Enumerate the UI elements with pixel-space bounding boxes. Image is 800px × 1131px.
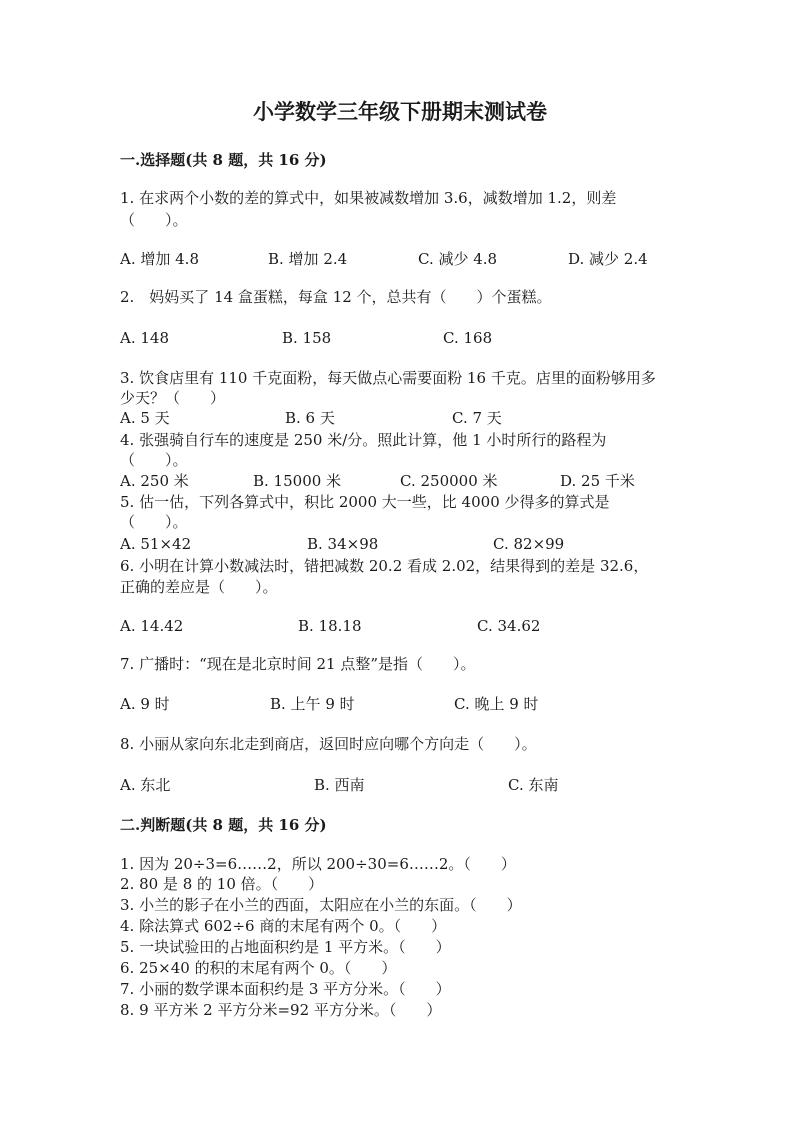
section-heading-judge: 二.判断题(共 8 题，共 16 分): [120, 816, 327, 834]
question-5-option-b: B. 34×98: [307, 535, 379, 553]
judge-item-4: 4. 除法算式 602÷6 商的末尾有两个 0。（ ）: [120, 917, 447, 935]
question-1-line-1: 1. 在求两个小数的差的算式中，如果被减数增加 3.6，减数增加 1.2，则差: [120, 189, 617, 207]
question-5-option-c: C. 82×99: [493, 535, 565, 553]
question-3-option-c: C. 7 天: [452, 409, 502, 427]
question-2-option-c: C. 168: [443, 329, 493, 347]
question-5-line-2: （ ）。: [120, 513, 188, 531]
question-4-option-d: D. 25 千米: [560, 472, 635, 490]
question-2-line-1: 2. 妈妈买了 14 盒蛋糕，每盒 12 个，总共有（ ）个蛋糕。: [120, 288, 552, 306]
judge-item-5: 5. 一块试验田的占地面积约是 1 平方米。（ ）: [120, 938, 451, 956]
question-1-option-a: A. 增加 4.8: [120, 250, 199, 268]
question-4-option-b: B. 15000 米: [253, 472, 342, 490]
question-8-option-c: C. 东南: [508, 776, 559, 794]
question-3-option-a: A. 5 天: [120, 409, 170, 427]
judge-item-2: 2. 80 是 8 的 10 倍。（ ）: [120, 875, 324, 893]
question-7-option-c: C. 晚上 9 时: [454, 695, 539, 713]
question-8-option-a: A. 东北: [120, 776, 171, 794]
question-1-option-b: B. 增加 2.4: [268, 250, 348, 268]
question-6-line-1: 6. 小明在计算小数减法时，错把减数 20.2 看成 2.02，结果得到的差是 32.6，: [120, 557, 649, 575]
judge-item-6: 6. 25×40 的积的末尾有两个 0。（ ）: [120, 959, 397, 977]
question-6-option-b: B. 18.18: [298, 617, 362, 635]
question-7-line-1: 7. 广播时：“现在是北京时间 21 点整”是指（ ）。: [120, 655, 476, 673]
question-1-line-2: （ ）。: [120, 211, 188, 229]
question-3-line-1: 3. 饮食店里有 110 千克面粉，每天做点心需要面粉 16 千克。店里的面粉够用多: [120, 369, 656, 387]
question-4-option-a: A. 250 米: [120, 472, 189, 490]
page-title: 小学数学三年级下册期末测试卷: [253, 99, 547, 124]
question-1-option-d: D. 减少 2.4: [568, 250, 648, 268]
question-6-option-c: C. 34.62: [477, 617, 541, 635]
question-5-line-1: 5. 估一估，下列各算式中，积比 2000 大一些，比 4000 少得多的算式是: [120, 493, 610, 511]
judge-item-1: 1. 因为 20÷3=6……2，所以 200÷30=6……2。（ ）: [120, 855, 516, 873]
question-7-option-b: B. 上午 9 时: [270, 695, 355, 713]
question-5-option-a: A. 51×42: [120, 535, 192, 553]
question-7-option-a: A. 9 时: [120, 695, 170, 713]
question-3-option-b: B. 6 天: [285, 409, 335, 427]
section-heading-choice: 一.选择题(共 8 题，共 16 分): [120, 151, 327, 169]
question-2-option-a: A. 148: [120, 329, 169, 347]
question-4-option-c: C. 250000 米: [400, 472, 498, 490]
question-2-option-b: B. 158: [282, 329, 332, 347]
question-6-line-2: 正确的差应是（ ）。: [120, 578, 278, 596]
judge-item-7: 7. 小丽的数学课本面积约是 3 平方分米。（ ）: [120, 980, 451, 998]
question-1-option-c: C. 减少 4.8: [418, 250, 498, 268]
question-4-line-1: 4. 张强骑自行车的速度是 250 米/分。照此计算，他 1 小时所行的路程为: [120, 431, 607, 449]
judge-item-8: 8. 9 平方米 2 平方分米=92 平方分米。（ ）: [120, 1001, 442, 1019]
question-3-line-2: 少天？（ ）: [120, 389, 226, 407]
question-4-line-2: （ ）。: [120, 451, 188, 469]
judge-item-3: 3. 小兰的影子在小兰的西面，太阳应在小兰的东面。（ ）: [120, 896, 522, 914]
question-8-option-b: B. 西南: [314, 776, 365, 794]
question-8-line-1: 8. 小丽从家向东北走到商店，返回时应向哪个方向走（ ）。: [120, 735, 537, 753]
question-6-option-a: A. 14.42: [120, 617, 184, 635]
